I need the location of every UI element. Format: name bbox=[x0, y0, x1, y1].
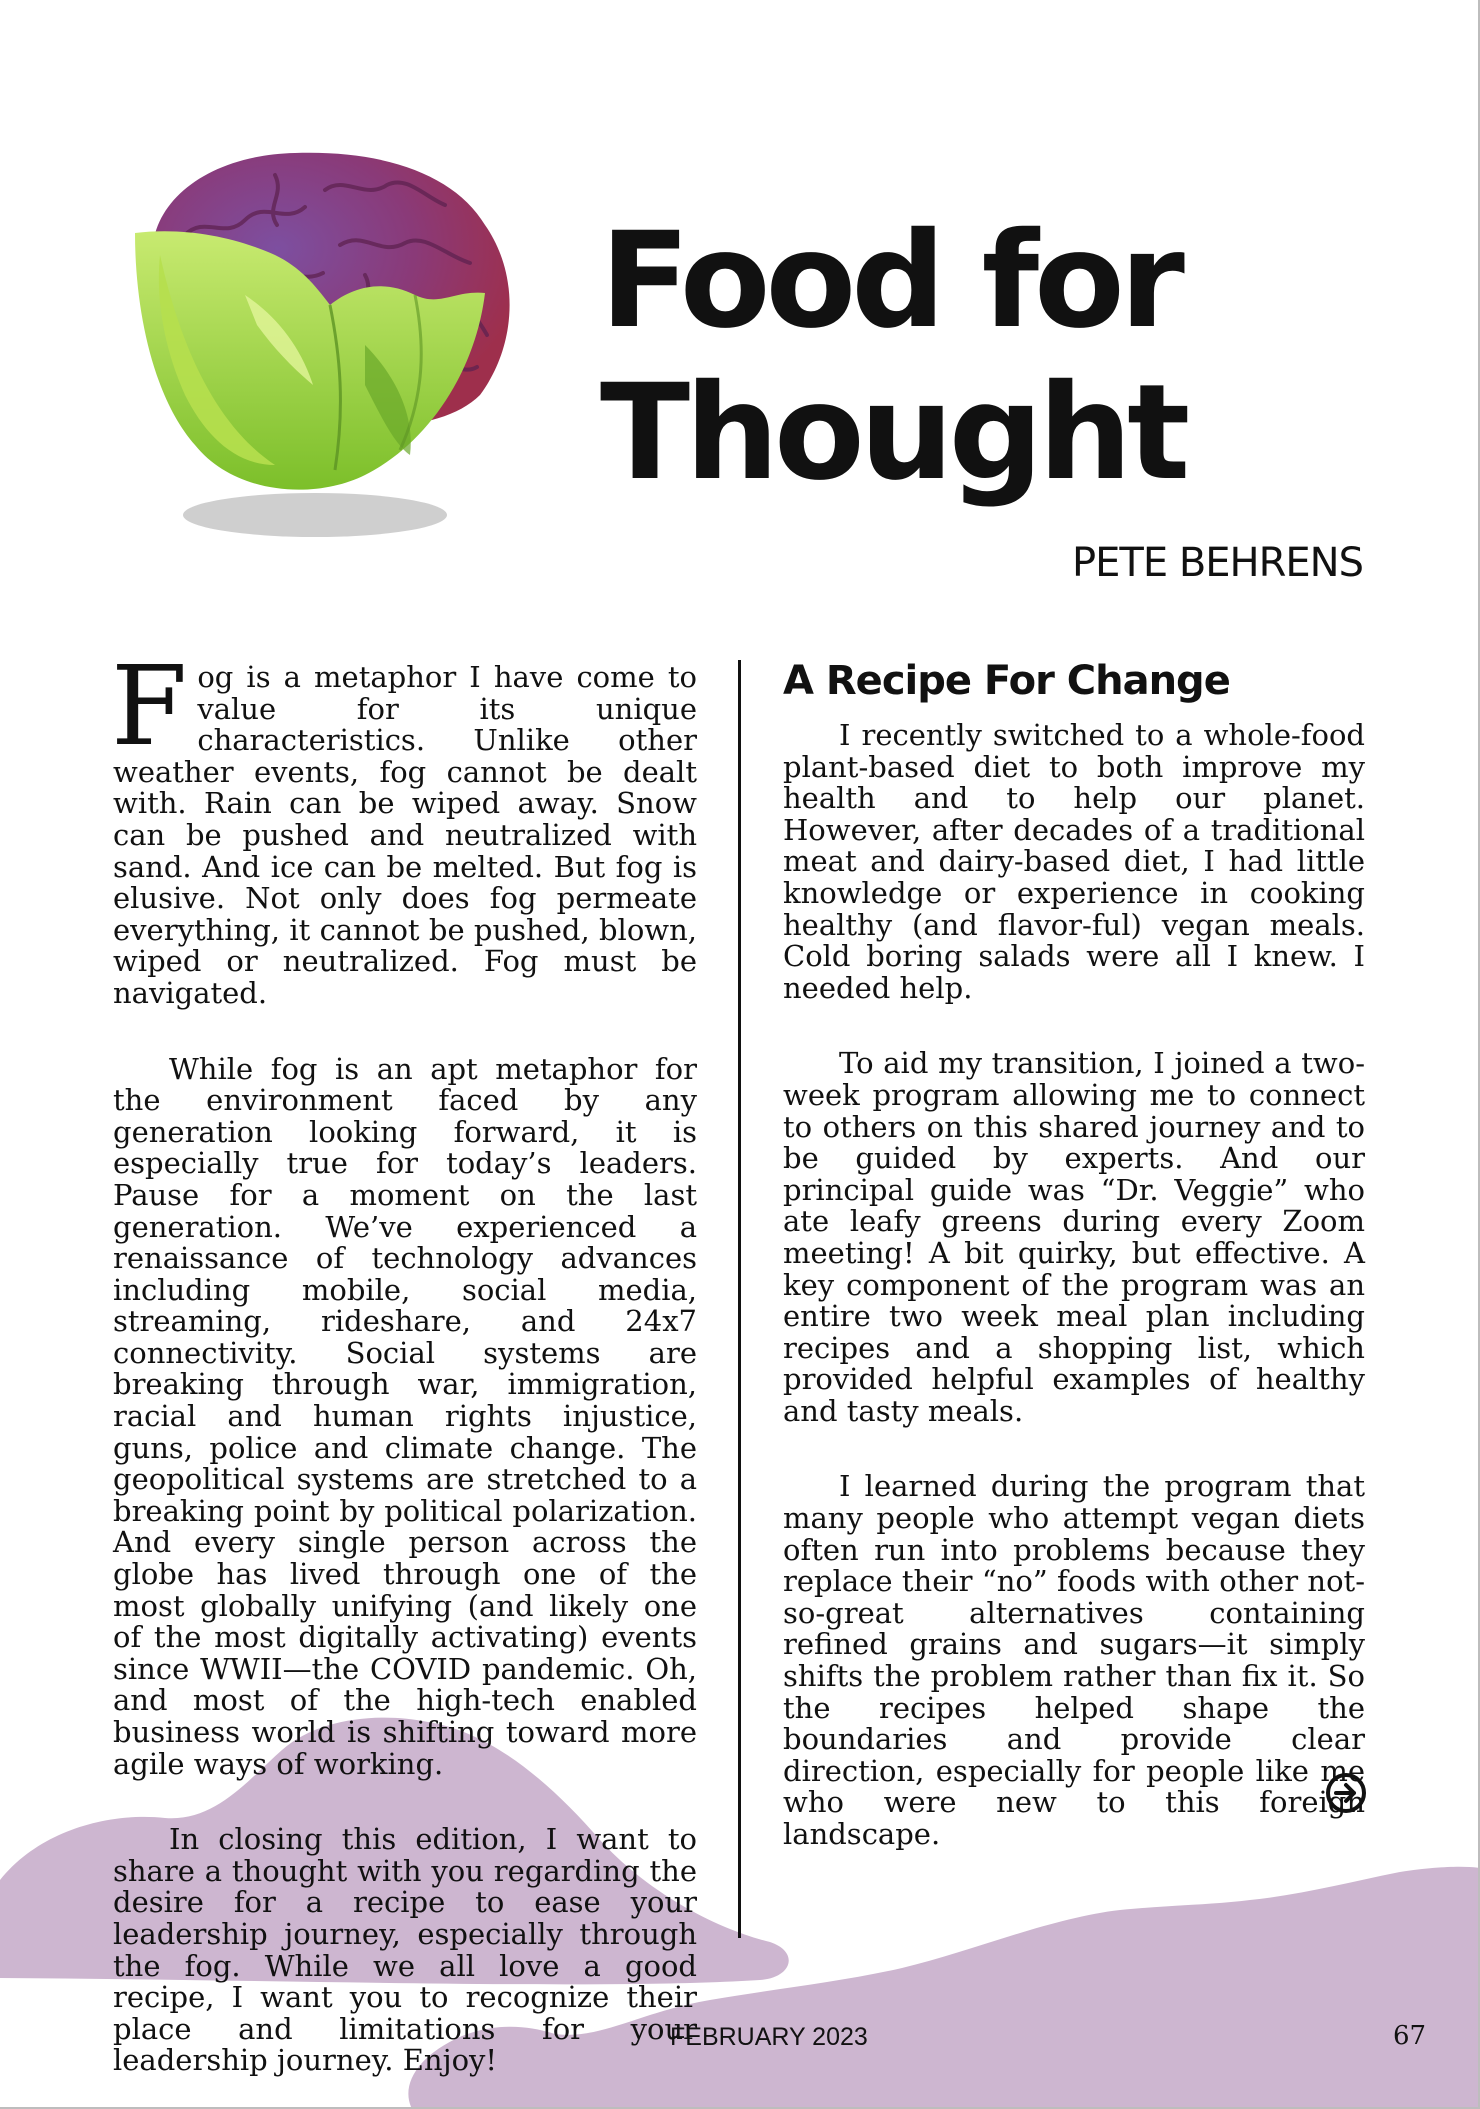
left-column bbox=[111, 642, 697, 2109]
paragraph-text: og is a metaphor I have come to value for its unique characteristics. Unlike other weather events, fog cannot be dealt with. Rain can be wiped away. Snow can be pushed and neutralized with sand. And ice can be melted. But fog is elusive. Not only does fog permeate everything, it cannot be pushed, blown, wiped or neutralized. Fog must be navigated. bbox=[113, 660, 697, 1010]
paragraph: While fog is an apt metaphor for the environment faced by any generation looking forward, it is especially true for today’s leaders. Pause for a moment on the last generation. We’ve experienced a renaissance of technology advances including mobile, social media, streaming, rideshare, and 24x7 connectivity. Social systems are breaking through war, immigration, racial and human rights injustice, guns, police and climate change. The geopolitical systems are stretched to a breaking point by political polarization. And every single person across the globe has lived through one of the most globally unifying (and likely one of the most digitally activating) events since WWII—the COVID pandemic. Oh, and most of the high-tech enabled business world is shifting toward more agile ways of working. bbox=[113, 1051, 697, 1781]
paragraph: I learned during the program that many people who attempt vegan diets often run into problems because they replace their “no” foods with other not-so-great alternatives containing refined grains and sugars—it simply shifts the problem rather than fix it. So the recipes helped shape the boundaries and provide clear direction, especially for people like me who were new to this foreign landscape. bbox=[783, 1469, 1365, 1851]
author-byline: PETE BEHRENS bbox=[1072, 540, 1363, 586]
drop-cap: F bbox=[111, 642, 188, 770]
arrow-right-circle-icon[interactable] bbox=[1325, 1772, 1367, 1814]
paragraph bbox=[111, 642, 697, 1010]
brain-in-lettuce-illustration bbox=[125, 145, 530, 545]
column-divider bbox=[738, 660, 741, 1938]
footer-date: FEBRUARY 2023 bbox=[670, 2023, 868, 2051]
article-title: Food for Thought bbox=[600, 204, 1186, 510]
paragraph: In closing this edition, I want to share a thought with you regarding the desire for a recipe to ease your leadership journey, especially through the fog. While we all love a good recipe, I want you to recognize their place and limitations for your leadership journey. Enjoy! bbox=[113, 1822, 697, 2078]
right-column bbox=[783, 720, 1365, 1895]
page-number: 67 bbox=[1393, 2021, 1427, 2051]
paragraph: To aid my transition, I joined a two-week program allowing me to connect to others on this shared journey and to be guided by experts. And our principal guide was “Dr. Veggie” who ate leafy greens during every Zoom meeting! A bit quirky, but effective. A key component of the program was an entire two week meal plan including recipes and a shopping list, which provided helpful examples of healthy and tasty meals. bbox=[783, 1046, 1365, 1428]
paragraph: I recently switched to a whole-food plant-based diet to both improve my health and to help our planet. However, after decades of a traditional meat and dairy-based diet, I had little knowledge or experience in cooking healthy (and flavor-ful) vegan meals. Cold boring salads were all I knew. I needed help. bbox=[783, 718, 1365, 1005]
section-heading: A Recipe For Change bbox=[783, 658, 1230, 704]
